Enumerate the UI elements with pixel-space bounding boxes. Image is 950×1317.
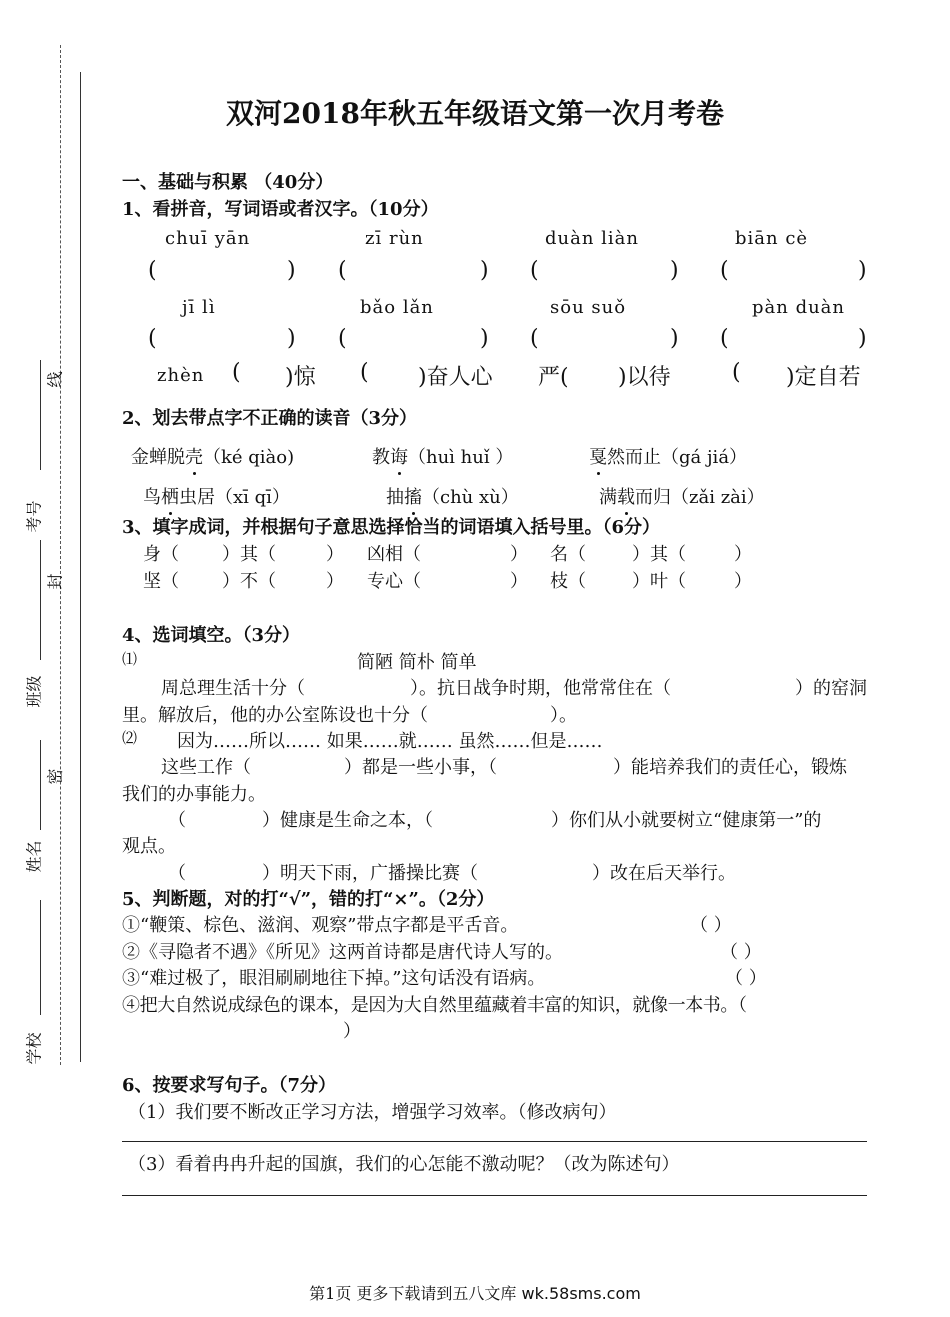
q1-idiom-1-close: )惊 — [285, 365, 316, 390]
q1-bracket-close: ) — [858, 326, 867, 351]
q5-item-4: ④把大自然说成绿色的课本，是因为大自然里蕴藏着丰富的知识，就像一本书。（ — [122, 995, 747, 1016]
q1-bracket-close: ) — [480, 258, 489, 283]
q1-bracket-open: ( — [338, 258, 347, 283]
q3-r2-2: ）不（ — [222, 571, 276, 592]
q1-idiom-4-open: ( — [732, 360, 741, 385]
q1-heading: 1、看拼音，写词语或者汉字。（10分） — [122, 199, 439, 220]
q4-p1-line1a: 周总理生活十分（ — [161, 678, 305, 699]
q1-pinyin-3: duàn liàn — [545, 228, 639, 249]
q4-p2-line1a: 这些工作（ — [161, 757, 251, 778]
q4-p1-line2b: ）。 — [550, 705, 577, 726]
binding-solid-line — [80, 72, 81, 1062]
q1-idiom-3-open: 严( — [538, 365, 569, 390]
q1-idiom-2-close: )奋人心 — [418, 365, 493, 390]
q1-bracket-open: ( — [338, 326, 347, 351]
q1-bracket-open: ( — [720, 326, 729, 351]
q5-answer-paren-1: （ ） — [690, 915, 732, 936]
page-footer — [0, 1281, 950, 1304]
q4-p2-line4: 观点。 — [122, 836, 176, 857]
side-label-banji: 班级 — [24, 675, 44, 708]
q3-r2-7: ）叶（ — [632, 571, 686, 592]
q3-r1-6: 名（ — [550, 544, 586, 565]
q5-item-1: ①“鞭策、棕色、滋润、观察”带点字都是平舌音。 — [122, 915, 519, 936]
q1-bracket-open: ( — [530, 258, 539, 283]
q3-r1-1: 身（ — [143, 544, 179, 565]
side-label-xingming: 姓名 — [24, 840, 44, 873]
q1-idiom-1-open: ( — [232, 360, 241, 385]
q2-word-3: 戛然而止（gá jiá） — [589, 443, 747, 469]
side-fill-xuexiao — [40, 900, 42, 1015]
q1-pinyin-8: pàn duàn — [752, 297, 846, 318]
q2-word-6: 满载而归（zǎi zài） — [599, 483, 765, 509]
q5-item-4-close: ） — [343, 1021, 361, 1042]
q4-heading: 4、选词填空。（3分） — [122, 625, 301, 646]
q5-heading: 5、判断题，对的打“√”，错的打“×”。（2分） — [122, 889, 495, 910]
q5-item-3: ③“难过极了，眼泪刷刷地往下掉。”这句话没有语病。 — [122, 968, 546, 989]
q1-pinyin-7: sōu suǒ — [550, 297, 627, 318]
q1-idiom-4-close: )定自若 — [786, 365, 861, 390]
q1-bracket-close: ) — [287, 326, 296, 351]
side-label-xuexiao: 学校 — [24, 1032, 44, 1065]
side-fill-kaohao — [40, 360, 42, 470]
q6-item-1: （1）我们要不断改正学习方法，增强学习效率。（修改病句） — [128, 1102, 617, 1123]
q4-p2-line2: 我们的办事能力。 — [122, 784, 266, 805]
q1-bracket-open: ( — [148, 326, 157, 351]
q6-heading: 6、按要求写句子。（7分） — [122, 1075, 337, 1096]
exam-title: 双河2018年秋五年级语文第一次月考卷 — [226, 97, 724, 130]
q4-part-2-words: 因为……所以…… 如果……就…… 虽然……但是…… — [177, 731, 603, 752]
q4-part-2-number: ⑵ — [122, 729, 138, 747]
q1-bracket-close: ) — [670, 258, 679, 283]
q3-heading: 3、填字成词，并根据句子意思选择恰当的词语填入括号里。（6分） — [122, 517, 661, 538]
side-label-xian: 线 — [45, 371, 65, 388]
footer-text: 第1页 更多下载请到五八文库 — [309, 1284, 517, 1303]
q4-p2-line1c: ）能培养我们的责任心，锻炼 — [613, 757, 847, 778]
side-fill-xingming — [40, 740, 42, 830]
q3-r1-8: ） — [734, 544, 752, 565]
q6-answer-line-1 — [122, 1141, 867, 1142]
q3-r1-7: ）其（ — [632, 544, 686, 565]
q1-pinyin-1: chuī yān — [165, 228, 251, 249]
q4-p2-line3c: ）你们从小就要树立“健康第一”的 — [551, 810, 822, 831]
q2-word-1: 金蝉脱壳（ké qiào) — [131, 443, 294, 469]
q1-pinyin-zhen: zhèn — [157, 365, 205, 386]
q3-r2-5: ） — [510, 571, 528, 592]
q2-word-5: 抽搐（chù xù） — [386, 483, 519, 509]
side-label-feng: 封 — [45, 573, 65, 590]
side-label-mi: 密 — [45, 768, 65, 785]
q4-p2-line5a: （ — [168, 863, 186, 884]
binding-dashed-line — [60, 45, 61, 1065]
q1-pinyin-5: jī lì — [182, 297, 216, 318]
q3-r1-2: ）其（ — [222, 544, 276, 565]
q5-answer-paren-2: （ ） — [720, 942, 762, 963]
q3-r1-4: 凶相（ — [367, 544, 421, 565]
q2-word-2: 教诲（huì huǐ ） — [372, 443, 513, 469]
q6-item-3: （3）看着冉冉升起的国旗，我们的心怎能不激动呢？（改为陈述句） — [128, 1154, 680, 1175]
q4-p2-line5b: ）明天下雨，广播操比赛（ — [262, 863, 478, 884]
q3-r1-5: ） — [510, 544, 528, 565]
section-1-heading: 一、基础与积累 （40分） — [122, 172, 334, 193]
q4-p2-line3b: ）健康是生命之本，（ — [262, 810, 433, 831]
q4-p1-line1b: ）。抗日战争时期，他常常住在（ — [410, 678, 671, 699]
side-label-kaohao: 考号 — [24, 500, 44, 533]
q4-p2-line1b: ）都是一些小事，（ — [344, 757, 497, 778]
q6-answer-line-2 — [122, 1195, 867, 1196]
q1-pinyin-2: zī rùn — [365, 228, 424, 249]
q1-idiom-2-open: ( — [360, 360, 369, 385]
q1-bracket-close: ) — [480, 326, 489, 351]
q3-r2-3: ） — [326, 571, 344, 592]
q1-bracket-open: ( — [720, 258, 729, 283]
q2-heading: 2、划去带点字不正确的读音（3分） — [122, 408, 418, 429]
q5-answer-paren-3: （ ） — [725, 968, 767, 989]
q1-pinyin-4: biān cè — [735, 228, 809, 249]
q4-p2-line5c: ）改在后天举行。 — [592, 863, 736, 884]
q3-r2-4: 专心（ — [367, 571, 421, 592]
q1-bracket-close: ) — [287, 258, 296, 283]
q1-pinyin-6: bǎo lǎn — [360, 297, 434, 318]
q1-idiom-3-close: )以待 — [618, 365, 671, 390]
side-fill-banji — [40, 540, 42, 660]
q4-p1-line1c: ）的窑洞 — [795, 678, 867, 699]
footer-site-link[interactable]: wk.58sms.com — [521, 1284, 641, 1303]
q4-p1-line2a: 里。解放后，他的办公室陈设也十分（ — [122, 705, 428, 726]
q1-bracket-close: ) — [858, 258, 867, 283]
q3-r2-8: ） — [734, 571, 752, 592]
q4-p2-line3a: （ — [168, 810, 186, 831]
q5-item-2: ②《寻隐者不遇》《所见》这两首诗都是唐代诗人写的。 — [122, 942, 563, 963]
q3-r2-6: 枝（ — [550, 571, 586, 592]
q3-r2-1: 坚（ — [143, 571, 179, 592]
q2-word-4: 鸟栖虫居（xī qī） — [143, 483, 290, 509]
q4-part-1-words: 简陋 简朴 简单 — [357, 652, 477, 673]
q1-bracket-open: ( — [530, 326, 539, 351]
q1-bracket-open: ( — [148, 258, 157, 283]
q3-r1-3: ） — [326, 544, 344, 565]
q4-part-1-number: ⑴ — [122, 650, 138, 668]
q1-bracket-close: ) — [670, 326, 679, 351]
